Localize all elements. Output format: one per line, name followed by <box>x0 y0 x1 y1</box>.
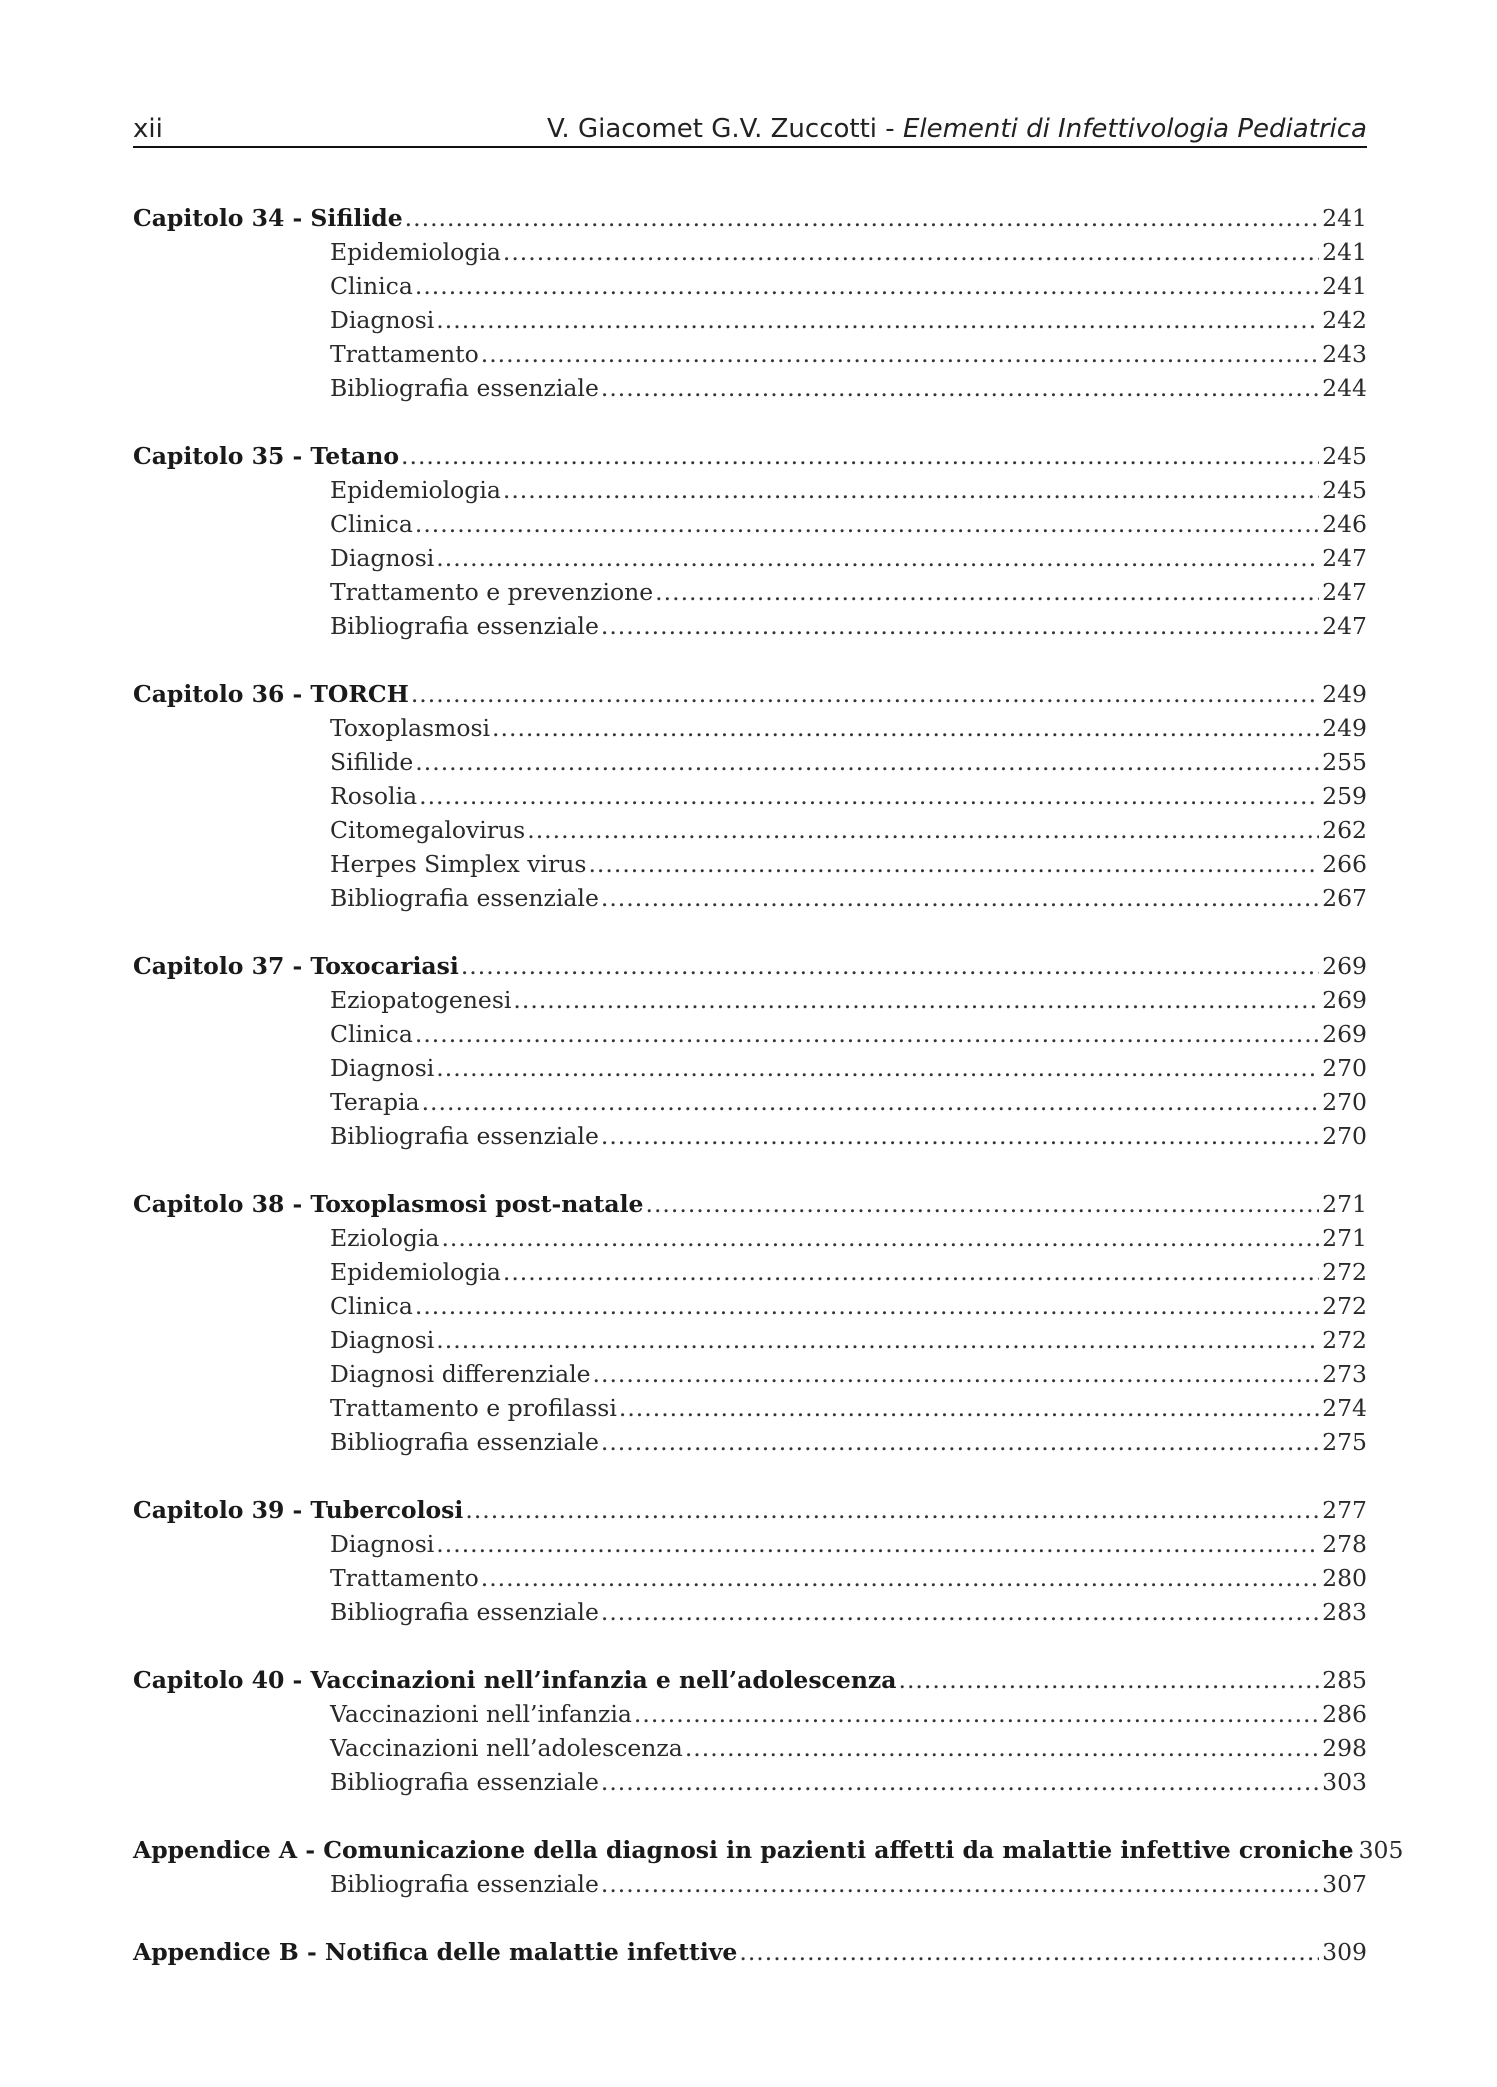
toc-section-entry[interactable] <box>133 609 1367 643</box>
toc-section-title: Diagnosi <box>330 544 435 572</box>
toc-chapter-title: Capitolo 39 - Tubercolosi <box>133 1496 464 1524</box>
toc-section-title: Epidemiologia <box>330 238 501 266</box>
toc-section-page: 298 <box>1322 1734 1367 1762</box>
toc-section-entry[interactable] <box>133 371 1367 405</box>
toc-chapter-entry[interactable] <box>133 1833 1404 1867</box>
toc-section-page: 283 <box>1322 1598 1367 1626</box>
toc-section-title: Sifilide <box>330 748 414 776</box>
toc-section-entry[interactable] <box>133 1255 1367 1289</box>
dot-leader <box>898 1663 1319 1697</box>
dot-leader <box>441 1221 1319 1255</box>
toc-chapter-title: Capitolo 37 - Toxocariasi <box>133 952 459 980</box>
dot-leader <box>601 1425 1319 1459</box>
dot-leader <box>601 609 1319 643</box>
toc-section-entry[interactable] <box>133 575 1367 609</box>
toc-chapter-entry[interactable] <box>133 1663 1367 1697</box>
toc-section-entry[interactable] <box>133 303 1367 337</box>
toc-section-entry[interactable] <box>133 1731 1367 1765</box>
toc-section-page: 262 <box>1322 816 1367 844</box>
header-book-title: Elementi di Infettivologia Pediatrica <box>902 114 1367 144</box>
toc-chapter <box>133 1935 1367 1969</box>
dot-leader <box>415 1289 1319 1323</box>
toc-section-entry[interactable] <box>133 1527 1367 1561</box>
dot-leader <box>436 1323 1319 1357</box>
dot-leader <box>415 507 1319 541</box>
dot-leader <box>513 983 1319 1017</box>
dot-leader <box>527 813 1319 847</box>
table-of-contents <box>133 201 1404 2003</box>
dot-leader <box>685 1731 1319 1765</box>
toc-section-page: 247 <box>1322 544 1367 572</box>
toc-section-page: 246 <box>1322 510 1367 538</box>
toc-section-title: Bibliografia essenziale <box>330 884 599 912</box>
toc-chapter-title: Capitolo 35 - Tetano <box>133 442 400 470</box>
toc-chapter-page: 285 <box>1322 1666 1367 1694</box>
page-number: xii <box>133 114 163 144</box>
toc-section-page: 271 <box>1322 1224 1367 1252</box>
toc-section-page: 247 <box>1322 578 1367 606</box>
toc-section-page: 241 <box>1322 272 1367 300</box>
toc-section-page: 243 <box>1322 340 1367 368</box>
toc-section-title: Clinica <box>330 1292 413 1320</box>
toc-chapter-entry[interactable] <box>133 677 1367 711</box>
toc-section-title: Bibliografia essenziale <box>330 612 599 640</box>
toc-section-page: 242 <box>1322 306 1367 334</box>
toc-chapter <box>133 439 1367 643</box>
toc-chapter-title: Capitolo 34 - Sifilide <box>133 204 403 232</box>
toc-chapter <box>133 677 1367 915</box>
toc-chapter-entry[interactable] <box>133 1187 1367 1221</box>
toc-chapter-page: 245 <box>1322 442 1367 470</box>
toc-chapter-entry[interactable] <box>133 1493 1367 1527</box>
toc-chapter <box>133 1663 1367 1799</box>
toc-section-entry[interactable] <box>133 1357 1367 1391</box>
toc-section-title: Trattamento <box>330 340 479 368</box>
toc-section-entry[interactable] <box>133 983 1367 1017</box>
toc-section-entry[interactable] <box>133 1051 1367 1085</box>
toc-section-title: Diagnosi <box>330 1530 435 1558</box>
toc-section-entry[interactable] <box>133 1017 1367 1051</box>
toc-section-entry[interactable] <box>133 1425 1367 1459</box>
toc-section-entry[interactable] <box>133 1697 1367 1731</box>
toc-section-entry[interactable] <box>133 1391 1367 1425</box>
header-authors: V. Giacomet G.V. Zuccotti - <box>546 114 903 144</box>
toc-section-page: 272 <box>1322 1292 1367 1320</box>
header-rule <box>133 146 1367 148</box>
toc-section-entry[interactable] <box>133 779 1367 813</box>
dot-leader <box>481 337 1319 371</box>
toc-section-title: Diagnosi <box>330 1326 435 1354</box>
toc-section-entry[interactable] <box>133 847 1367 881</box>
toc-section-title: Diagnosi <box>330 306 435 334</box>
toc-section-title: Epidemiologia <box>330 476 501 504</box>
toc-section-page: 245 <box>1322 476 1367 504</box>
toc-chapter-entry[interactable] <box>133 1935 1367 1969</box>
dot-leader <box>601 1765 1319 1799</box>
dot-leader <box>415 269 1319 303</box>
toc-section-title: Vaccinazioni nell’infanzia <box>330 1700 632 1728</box>
toc-section-page: 249 <box>1322 714 1367 742</box>
dot-leader <box>601 1119 1319 1153</box>
toc-section-entry[interactable] <box>133 337 1367 371</box>
dot-leader <box>436 303 1319 337</box>
dot-leader <box>601 371 1319 405</box>
toc-chapter-page: 249 <box>1322 680 1367 708</box>
dot-leader <box>405 201 1319 235</box>
toc-section-entry[interactable] <box>133 1595 1367 1629</box>
toc-section-page: 272 <box>1322 1326 1367 1354</box>
toc-section-page: 303 <box>1322 1768 1367 1796</box>
toc-section-entry[interactable] <box>133 1289 1367 1323</box>
toc-section-title: Clinica <box>330 510 413 538</box>
toc-section-entry[interactable] <box>133 1085 1367 1119</box>
toc-section-title: Bibliografia essenziale <box>330 1598 599 1626</box>
toc-section-title: Clinica <box>330 272 413 300</box>
dot-leader <box>461 949 1319 983</box>
toc-chapter-title: Capitolo 38 - Toxoplasmosi post-natale <box>133 1190 644 1218</box>
toc-section-page: 278 <box>1322 1530 1367 1558</box>
toc-section-entry[interactable] <box>133 1323 1367 1357</box>
dot-leader <box>619 1391 1319 1425</box>
toc-section-entry[interactable] <box>133 1867 1367 1901</box>
toc-section-title: Vaccinazioni nell’adolescenza <box>330 1734 683 1762</box>
dot-leader <box>419 779 1319 813</box>
dot-leader <box>436 1527 1319 1561</box>
toc-section-title: Bibliografia essenziale <box>330 1870 599 1898</box>
dot-leader <box>655 575 1319 609</box>
toc-chapter-page: 271 <box>1322 1190 1367 1218</box>
dot-leader <box>645 1187 1319 1221</box>
toc-section-entry[interactable] <box>133 269 1367 303</box>
dot-leader <box>601 881 1319 915</box>
dot-leader <box>739 1935 1319 1969</box>
toc-section-page: 273 <box>1322 1360 1367 1388</box>
toc-section-entry[interactable] <box>133 1221 1367 1255</box>
dot-leader <box>634 1697 1319 1731</box>
dot-leader <box>601 1867 1319 1901</box>
dot-leader <box>593 1357 1320 1391</box>
toc-chapter <box>133 1187 1367 1459</box>
toc-section-title: Trattamento e profilassi <box>330 1394 617 1422</box>
toc-chapter-entry[interactable] <box>133 949 1367 983</box>
dot-leader <box>503 235 1319 269</box>
dot-leader <box>465 1493 1319 1527</box>
toc-section-page: 270 <box>1322 1054 1367 1082</box>
running-title <box>547 114 1367 144</box>
toc-section-entry[interactable] <box>133 881 1367 915</box>
dot-leader <box>503 1255 1319 1289</box>
toc-section-entry[interactable] <box>133 711 1367 745</box>
toc-section-page: 275 <box>1322 1428 1367 1456</box>
dot-leader <box>481 1561 1319 1595</box>
toc-section-title: Bibliografia essenziale <box>330 374 599 402</box>
dot-leader <box>415 745 1319 779</box>
toc-section-page: 269 <box>1322 1020 1367 1048</box>
toc-chapter-title: Appendice B - Notifica delle malattie infettive <box>133 1938 738 1966</box>
toc-section-page: 259 <box>1322 782 1367 810</box>
toc-section-title: Toxoplasmosi <box>330 714 491 742</box>
toc-section-title: Bibliografia essenziale <box>330 1428 599 1456</box>
toc-section-entry[interactable] <box>133 1119 1367 1153</box>
toc-chapter <box>133 1493 1367 1629</box>
toc-chapter-title: Capitolo 36 - TORCH <box>133 680 409 708</box>
toc-section-title: Diagnosi differenziale <box>330 1360 591 1388</box>
toc-section-entry[interactable] <box>133 473 1367 507</box>
toc-section-page: 270 <box>1322 1088 1367 1116</box>
toc-section-entry[interactable] <box>133 813 1367 847</box>
toc-chapter-page: 305 <box>1358 1836 1404 1864</box>
toc-section-page: 270 <box>1322 1122 1367 1150</box>
toc-section-title: Trattamento <box>330 1564 479 1592</box>
dot-leader <box>422 1085 1320 1119</box>
toc-chapter-entry[interactable] <box>133 439 1367 473</box>
toc-chapter-page: 277 <box>1322 1496 1367 1524</box>
toc-section-page: 267 <box>1322 884 1367 912</box>
toc-section-page: 269 <box>1322 986 1367 1014</box>
dot-leader <box>436 541 1319 575</box>
toc-chapter <box>133 1833 1404 1901</box>
dot-leader <box>436 1051 1319 1085</box>
toc-section-entry[interactable] <box>133 745 1367 779</box>
toc-chapter-page: 269 <box>1322 952 1367 980</box>
toc-section-page: 247 <box>1322 612 1367 640</box>
toc-section-title: Bibliografia essenziale <box>330 1122 599 1150</box>
toc-section-page: 241 <box>1322 238 1367 266</box>
toc-section-page: 255 <box>1322 748 1367 776</box>
toc-chapter-page: 241 <box>1322 204 1367 232</box>
dot-leader <box>503 473 1319 507</box>
toc-chapter-title: Appendice A - Comunicazione della diagnosi in pazienti affetti da malattie infettive croniche <box>133 1836 1354 1864</box>
toc-section-page: 274 <box>1322 1394 1367 1422</box>
toc-section-page: 266 <box>1322 850 1367 878</box>
dot-leader <box>601 1595 1319 1629</box>
dot-leader <box>411 677 1319 711</box>
toc-chapter-page: 309 <box>1322 1938 1367 1966</box>
toc-section-page: 307 <box>1322 1870 1367 1898</box>
toc-section-title: Herpes Simplex virus <box>330 850 587 878</box>
dot-leader <box>588 847 1319 881</box>
toc-section-title: Bibliografia essenziale <box>330 1768 599 1796</box>
toc-section-page: 244 <box>1322 374 1367 402</box>
toc-section-title: Rosolia <box>330 782 418 810</box>
toc-section-title: Eziopatogenesi <box>330 986 512 1014</box>
toc-chapter <box>133 949 1367 1153</box>
toc-chapter <box>133 201 1367 405</box>
dot-leader <box>492 711 1319 745</box>
toc-section-entry[interactable] <box>133 541 1367 575</box>
toc-section-entry[interactable] <box>133 1765 1367 1799</box>
toc-chapter-title: Capitolo 40 - Vaccinazioni nell’infanzia e nell’adolescenza <box>133 1666 897 1694</box>
dot-leader <box>401 439 1319 473</box>
toc-section-page: 272 <box>1322 1258 1367 1286</box>
running-header <box>133 110 1367 150</box>
toc-chapter-entry[interactable] <box>133 201 1367 235</box>
toc-section-entry[interactable] <box>133 1561 1367 1595</box>
toc-section-entry[interactable] <box>133 507 1367 541</box>
toc-section-title: Terapia <box>330 1088 420 1116</box>
toc-section-entry[interactable] <box>133 235 1367 269</box>
toc-section-page: 280 <box>1322 1564 1367 1592</box>
toc-section-title: Trattamento e prevenzione <box>330 578 654 606</box>
toc-section-page: 286 <box>1322 1700 1367 1728</box>
toc-section-title: Citomegalovirus <box>330 816 526 844</box>
toc-section-title: Eziologia <box>330 1224 440 1252</box>
dot-leader <box>415 1017 1319 1051</box>
toc-section-title: Clinica <box>330 1020 413 1048</box>
toc-section-title: Epidemiologia <box>330 1258 501 1286</box>
toc-section-title: Diagnosi <box>330 1054 435 1082</box>
